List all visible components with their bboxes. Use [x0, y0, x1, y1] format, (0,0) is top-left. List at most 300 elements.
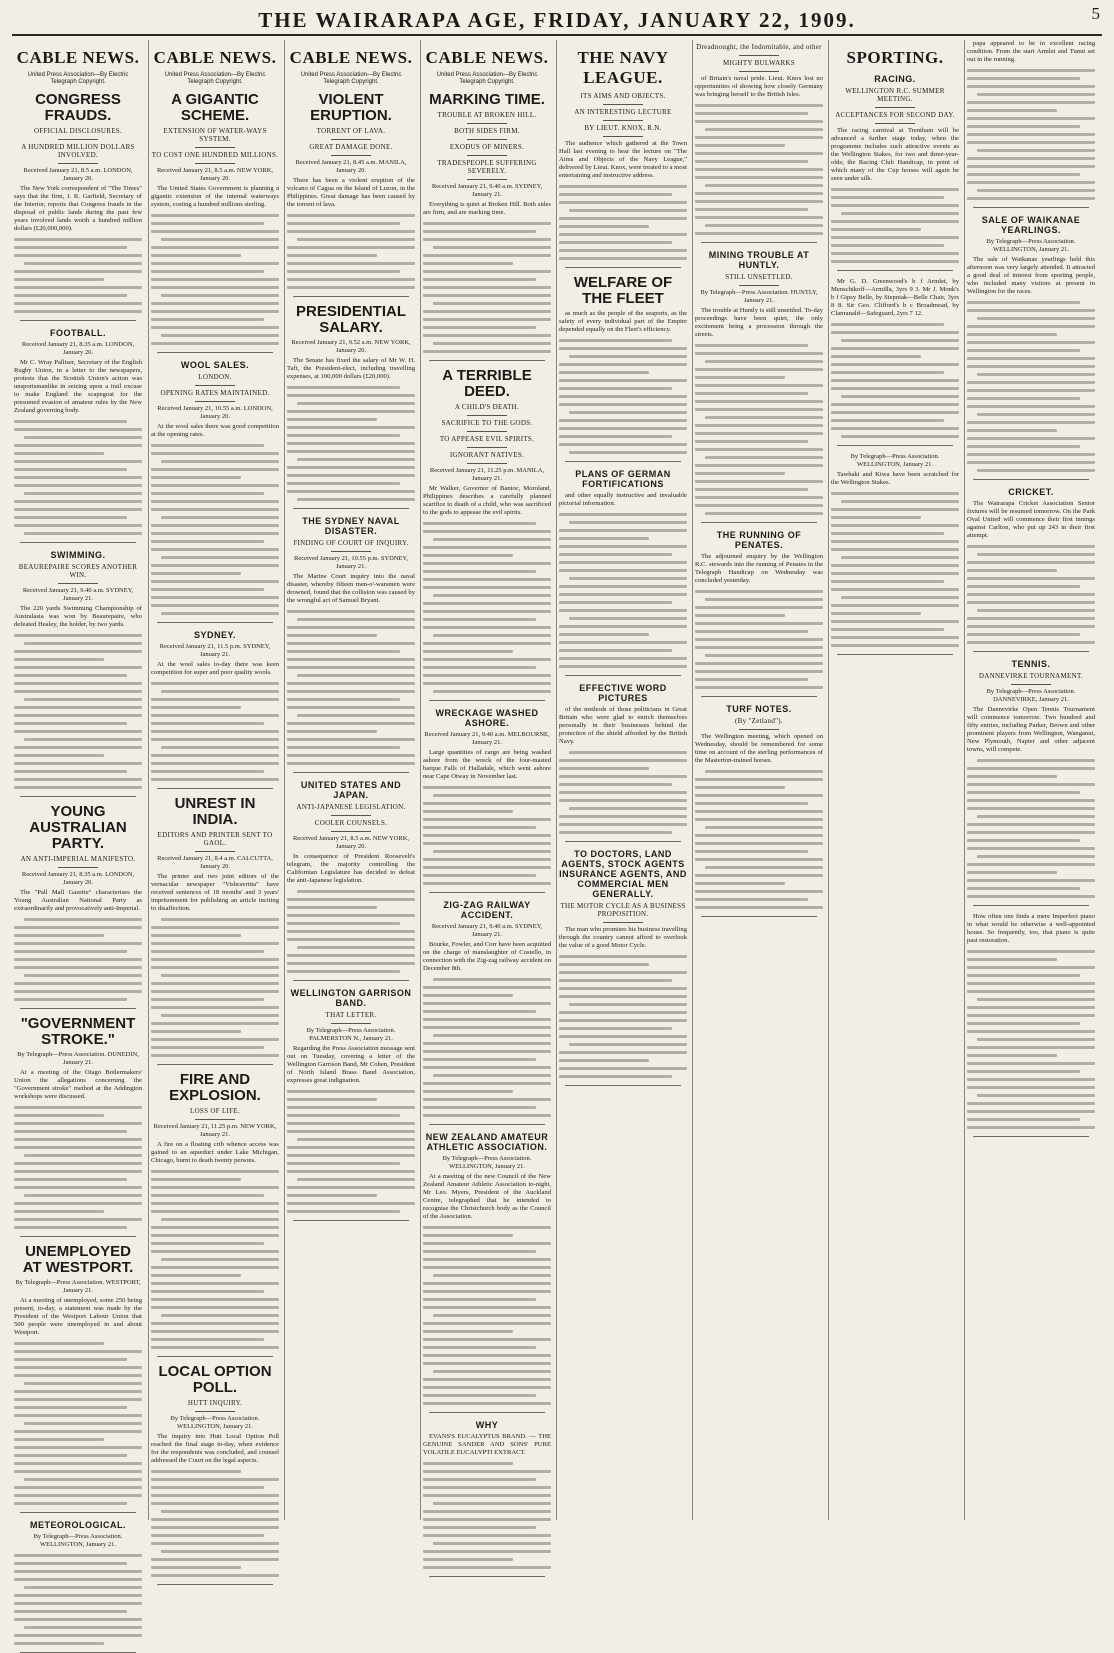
text-line [423, 318, 551, 321]
text-line [423, 238, 551, 241]
article-dateline: Received January 21, 9.40 a.m. SYDNEY, January 21. [431, 183, 543, 198]
text-line [695, 376, 785, 379]
text-line [569, 411, 687, 414]
article-headline: LOCAL OPTION POLL. [158, 1363, 272, 1396]
article-body: The printer and two joint editors of the vernacular newspaper "Vishravritta" have received sentences of 18 months' and 3 years' imprisonment for publishing an article inciting to disaffection. [151, 873, 279, 912]
text-line [24, 738, 142, 741]
text-line [967, 561, 1095, 564]
text-line [559, 513, 687, 516]
text-line [14, 1462, 142, 1465]
article-divider [157, 352, 273, 353]
text-line [24, 698, 142, 701]
text-line [967, 617, 1095, 620]
text-line [287, 386, 400, 389]
article-body: At a meeting of unemployed, some 250 being present, to-day, a statement was made by the President of the Westport Labour Union that 500 people were unemployed in and about Westport. [14, 1297, 142, 1336]
text-line [967, 1110, 1095, 1113]
article-body: The Senate has fixed the salary of Mr W. H. Taft, the President-elect, including travelling expenses, at 100,000 dollars (£20,000). [287, 357, 415, 380]
article [967, 487, 1095, 644]
article-headline: EFFECTIVE WORD PICTURES [579, 683, 667, 703]
text-line [559, 529, 687, 532]
text-line [423, 658, 551, 661]
text-line [831, 564, 959, 567]
text-line [14, 682, 142, 685]
text-line [559, 585, 687, 588]
article-headline: UNEMPLOYED AT WESTPORT. [22, 1243, 134, 1276]
article-deck: ACCEPTANCES FOR SECOND DAY. [835, 111, 955, 119]
text-line [14, 934, 104, 937]
text-line [695, 818, 823, 821]
article [967, 215, 1095, 472]
text-line [287, 1098, 377, 1101]
text-line [161, 918, 279, 921]
text-line [559, 799, 687, 802]
text-line [831, 492, 959, 495]
text-line [14, 428, 142, 431]
text-line [14, 1562, 127, 1565]
text-line [831, 516, 921, 519]
text-line [151, 1494, 279, 1497]
text-line [423, 682, 551, 685]
text-line [559, 775, 687, 778]
text-line [297, 714, 415, 717]
text-line [151, 950, 264, 953]
text-line [977, 149, 1095, 152]
text-line [151, 1306, 279, 1309]
text-line [14, 754, 104, 757]
text-line [831, 347, 959, 350]
text-line [423, 1226, 551, 1229]
article [14, 328, 142, 535]
text-line [161, 1550, 279, 1553]
text-line [423, 1234, 513, 1237]
text-line [151, 1298, 279, 1301]
article-body: At the wool sales there was good competition at the opening rates. [151, 423, 279, 438]
text-line [423, 1058, 536, 1061]
article-byline: By Telegraph—Press Association. DANNEVIRKE, January 21. [986, 688, 1076, 703]
article-deck: TRADESPEOPLE SUFFERING SEVERELY. [437, 159, 537, 175]
text-line [14, 666, 142, 669]
text-line [967, 461, 1095, 464]
text-line [287, 246, 415, 249]
deck-divider [467, 123, 507, 124]
text-line [559, 569, 687, 572]
text-line [967, 309, 1095, 312]
text-line [14, 1642, 104, 1645]
article-deck: Dreadnought, the Indomitable, and other [696, 43, 822, 51]
text-line [967, 633, 1080, 636]
text-line [423, 834, 551, 837]
text-line [151, 286, 279, 289]
text-line [695, 646, 823, 649]
text-line [151, 990, 279, 993]
text-line [569, 751, 687, 754]
text-line [14, 1634, 142, 1637]
text-line [423, 1338, 551, 1341]
text-line [433, 1074, 551, 1077]
article-deck: DANNEVIRKE TOURNAMENT. [978, 672, 1084, 680]
article-deck: HUTT INQUIRY. [187, 1399, 243, 1407]
text-line [287, 1186, 415, 1189]
article-body: The Wairarapa Cricket Association Senior fixtures will be resumed tomorrow. On the Park Oval United will commence their first innings against Carlton, who put up 243 in their first attempt. [967, 500, 1095, 539]
article-headline: MINING TROUBLE AT HUNTLY. [708, 250, 810, 270]
text-line [423, 1386, 551, 1389]
text-line [151, 942, 279, 945]
text-line [831, 620, 959, 623]
text-line [569, 1003, 687, 1006]
deck-divider [195, 1411, 235, 1412]
text-line [967, 381, 1095, 384]
text-line [24, 532, 142, 535]
text-line [151, 1242, 264, 1245]
text-line [977, 413, 1095, 416]
text-line [569, 209, 687, 212]
article-headline: THE SYDNEY NAVAL DISASTER. [302, 516, 400, 536]
article-body: of the methods of those politicians in Great Britain who were glad to enrich themselves personally in their businesses behind the protection of the shield afforded by the British Navy. [559, 706, 687, 745]
text-line [287, 278, 415, 281]
article-headline: SALE OF WAIKANAE YEARLINGS. [981, 215, 1081, 235]
text-line [423, 1526, 536, 1529]
article-headline: WHY [475, 1420, 499, 1430]
text-line [967, 1006, 1095, 1009]
text-line [423, 310, 551, 313]
article-divider [701, 242, 817, 243]
text-line [151, 302, 279, 305]
text-line [423, 1242, 551, 1245]
article [151, 796, 279, 1057]
section-credit: United Press Association—By Electric Telegraph Copyright. [436, 72, 538, 85]
deck-divider [739, 55, 779, 56]
article [831, 453, 959, 647]
text-line [695, 216, 823, 219]
deck-divider [875, 107, 915, 108]
text-line [423, 642, 551, 645]
article [151, 1072, 279, 1349]
article [287, 988, 415, 1213]
deck-divider [875, 123, 915, 124]
text-line [287, 722, 415, 725]
article-headline: FIRE AND EXPLOSION. [169, 1071, 261, 1104]
text-line [423, 562, 551, 565]
text-line [287, 474, 415, 477]
text-line [559, 823, 687, 826]
text-line [831, 427, 959, 430]
text-line [24, 1626, 142, 1629]
section-credit: United Press Association—By Electric Telegraph Copyright. [164, 72, 266, 85]
text-line [967, 863, 1095, 866]
text-line [695, 464, 823, 467]
text-line [14, 484, 142, 487]
text-line [967, 831, 1095, 834]
text-line [695, 606, 823, 609]
text-line [559, 427, 687, 430]
article [287, 780, 415, 973]
article-headline: TENNIS. [1011, 659, 1051, 669]
text-line [433, 1274, 551, 1277]
article-divider [565, 841, 681, 842]
text-line [423, 1394, 536, 1397]
text-line [695, 786, 785, 789]
text-line [967, 429, 1057, 432]
deck-divider [195, 401, 235, 402]
section-heading: CABLE NEWS. [289, 48, 413, 67]
article-body: At the wool sales to-day there was keen competition for super and poor quality wools. [151, 661, 279, 676]
text-line [423, 1026, 551, 1029]
text-line [14, 476, 142, 479]
article [423, 368, 551, 693]
text-line [14, 1358, 127, 1361]
text-line [423, 350, 551, 353]
text-line [967, 141, 1095, 144]
text-line [287, 490, 415, 493]
text-line [287, 954, 415, 957]
text-line [559, 831, 672, 834]
article-headline: "GOVERNMENT STROKE." [20, 1015, 136, 1048]
text-line [287, 962, 415, 965]
text-line [423, 650, 513, 653]
text-line [287, 626, 415, 629]
article-divider [293, 508, 409, 509]
text-line [559, 625, 687, 628]
article [287, 92, 415, 289]
deck-divider [58, 583, 98, 584]
text-line [14, 238, 142, 241]
text-line [14, 1602, 142, 1605]
text-line [24, 492, 142, 495]
text-line [14, 674, 127, 677]
article-divider [973, 1136, 1089, 1137]
text-line [14, 516, 127, 519]
text-line [559, 435, 672, 438]
article-deck: MIGHTY BULWARKS [723, 59, 795, 67]
text-line [433, 690, 551, 693]
text-line [423, 826, 536, 829]
text-line [967, 593, 1095, 596]
text-line [423, 286, 551, 289]
article [559, 275, 687, 454]
article [14, 1244, 142, 1505]
deck-divider [331, 831, 371, 832]
text-line [559, 241, 672, 244]
text-line [287, 730, 377, 733]
text-line [967, 1078, 1095, 1081]
text-line [423, 1534, 551, 1537]
text-line [24, 1382, 142, 1385]
text-line [967, 791, 1080, 794]
text-line [161, 1510, 279, 1513]
article [695, 704, 823, 909]
text-line [423, 1378, 551, 1381]
text-line [423, 1042, 551, 1045]
text-line [14, 950, 127, 953]
text-line [14, 650, 142, 653]
text-line [705, 866, 823, 869]
article-deck: A CHILD'S DEATH. [454, 403, 520, 411]
article-headline: YOUNG AUSTRALIAN PARTY. [29, 803, 127, 852]
article-byline: By Telegraph—Press Association. PALMERSTON N., January 21. [306, 1027, 396, 1042]
article-headline: A TERRIBLE DEED. [442, 367, 532, 400]
article [151, 360, 279, 615]
text-line [695, 794, 823, 797]
text-line [967, 1030, 1095, 1033]
text-line [831, 580, 944, 583]
text-line [967, 950, 1095, 953]
text-line [287, 1154, 415, 1157]
article-deck: TO COST ONE HUNDRED MILLIONS. [151, 151, 279, 159]
text-line [423, 1330, 513, 1333]
text-line [423, 1494, 551, 1497]
text-line [695, 176, 823, 179]
text-line [423, 1018, 551, 1021]
text-line [967, 807, 1095, 810]
text-line [977, 855, 1095, 858]
text-line [14, 1186, 142, 1189]
article-headline: CONGRESS FRAUDS. [35, 91, 121, 124]
text-line [14, 1178, 127, 1181]
text-line [831, 548, 959, 551]
text-line [559, 371, 649, 374]
text-line [831, 371, 944, 374]
text-line [695, 408, 823, 411]
article-dateline: Received January 21, 8.45 a.m. MANILA, January 20. [295, 159, 407, 174]
text-line [14, 958, 142, 961]
text-line [695, 630, 808, 633]
text-line [977, 998, 1095, 1001]
article-dateline: Received January 21, 8.5 a.m. NEW YORK, January 20. [156, 167, 274, 182]
text-line [14, 690, 142, 693]
article-divider [429, 360, 545, 361]
text-line [423, 1010, 536, 1013]
text-line [24, 1422, 142, 1425]
text-line [151, 958, 279, 961]
text-line [14, 1406, 127, 1409]
masthead [0, 0, 1114, 34]
text-line [559, 193, 672, 196]
article-deck: OFFICIAL DISCLOSURES. [33, 127, 123, 135]
article-divider [429, 700, 545, 701]
text-line [433, 342, 551, 345]
text-line [14, 658, 104, 661]
text-line [695, 622, 823, 625]
text-line [297, 946, 415, 949]
article-headline: SWIMMING. [50, 550, 106, 560]
text-line [695, 670, 823, 673]
article-divider [157, 1584, 273, 1585]
article-dateline: Received January 21, 10.55 p.m. SYDNEY, January 21. [294, 555, 408, 570]
text-line [423, 1290, 551, 1293]
text-line [151, 982, 279, 985]
text-line [151, 278, 279, 281]
text-line [967, 85, 1095, 88]
text-line [559, 1011, 687, 1014]
section-heading: CABLE NEWS. [153, 48, 277, 67]
text-line [559, 233, 687, 236]
text-line [695, 858, 823, 861]
text-line [841, 395, 959, 398]
article-deck: OPENING RATES MAINTAINED. [160, 389, 270, 397]
text-line [14, 468, 127, 471]
text-line [977, 189, 1095, 192]
text-line [967, 799, 1095, 802]
text-line [151, 596, 279, 599]
deck-divider [331, 815, 371, 816]
article-headline: WELFARE OF THE FLEET [573, 274, 673, 307]
text-line [967, 569, 1057, 572]
article-dateline: Received January 21, 10.55 a.m. LONDON, January 20. [157, 405, 273, 420]
text-line [695, 678, 808, 681]
text-line [967, 966, 1095, 969]
article-dateline: Received January 21, 8.4 a.m. CALCUTTA, January 20. [157, 855, 273, 870]
text-line [705, 224, 823, 227]
text-line [559, 249, 687, 252]
text-line [423, 1090, 513, 1093]
text-line [559, 767, 649, 770]
text-line [695, 152, 823, 155]
text-line [831, 220, 959, 223]
article-headline: WRECKAGE WASHED ASHORE. [435, 708, 539, 728]
text-line [967, 879, 1095, 882]
section-heading: SPORTING. [846, 48, 944, 67]
text-line [695, 448, 823, 451]
text-line [287, 1210, 400, 1213]
text-line [831, 604, 959, 607]
text-line [14, 982, 142, 985]
text-line [151, 540, 264, 543]
text-line [695, 496, 823, 499]
article-divider [565, 461, 681, 462]
text-line [967, 625, 1095, 628]
article-deck: EXTENSION OF WATER-WAYS SYSTEM. [163, 127, 267, 143]
deck-divider [467, 139, 507, 140]
article [151, 630, 279, 781]
deck-divider [58, 139, 98, 140]
text-line [14, 926, 142, 929]
article-divider [293, 296, 409, 297]
article [151, 1364, 279, 1577]
text-line [695, 874, 823, 877]
text-line [433, 538, 551, 541]
text-line [287, 914, 415, 917]
text-line [14, 786, 142, 789]
text-line [151, 1330, 279, 1333]
text-line [151, 1022, 279, 1025]
text-line [14, 1138, 142, 1141]
text-line [14, 444, 142, 447]
text-line [559, 1051, 687, 1054]
text-line [423, 1362, 551, 1365]
text-line [151, 682, 279, 685]
text-line [423, 1462, 513, 1465]
text-line [14, 1226, 127, 1229]
text-line [967, 165, 1095, 168]
article-headline: UNITED STATES AND JAPAN. [300, 780, 402, 800]
text-line [151, 564, 279, 567]
text-line [423, 1354, 551, 1357]
text-line [14, 524, 142, 527]
article [695, 530, 823, 689]
article-deck: AN ANTI-IMPERIAL MANIFESTO. [20, 855, 136, 863]
text-line [695, 662, 823, 665]
text-line [977, 93, 1095, 96]
article-headline: PRESIDENTIAL SALARY. [295, 303, 406, 336]
text-line [433, 1034, 551, 1037]
text-line [695, 120, 823, 123]
text-line [151, 998, 264, 1001]
text-line [831, 228, 921, 231]
text-line [559, 225, 649, 228]
article-headline: UNREST IN INDIA. [174, 795, 256, 828]
text-line [151, 476, 241, 479]
article-byline: By Telegraph—Press Association. WELLINGTON, January 21. [33, 1533, 123, 1548]
